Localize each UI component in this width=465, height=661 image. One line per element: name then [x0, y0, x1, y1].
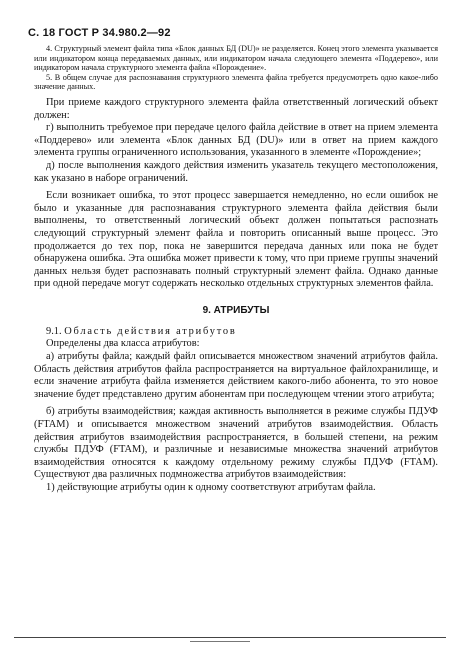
paragraph: д) после выполнения каждого действия изменить указатель текущего местоположения, как указано в наборе ограничений.: [34, 159, 438, 184]
footer-rule: [14, 637, 446, 638]
numbered-item-number: 1): [46, 482, 55, 493]
numbered-item-text: действующие атрибуты один к одному соответствуют атрибутам файла.: [57, 482, 376, 493]
section-heading: 9. АТРИБУТЫ: [202, 304, 270, 316]
section-body: [34, 326, 438, 482]
subsection-number: 9.1.: [46, 325, 62, 337]
paragraph: Если возникает ошибка, то этот процесс завершается немедленно, но если ошибок не было и указанные для распознавания структурного элемента файла действия были выполнены, то ответственный логический объект должен попытаться распознать следующий структурный элемент файла и повторить описанный выше процесс. Это продолжается до тех пор, пока не завершится передача данных или пока не будет обнаружена ошибка. Эта ошибка может привести к тому, что при приеме группы значений данных нельзя будет распознавать полный структурный элемент файла. Однако данные при одной передаче могут содержать несколько отдельных структурных элементов файла.: [34, 190, 438, 290]
note-4: 4. Структурный элемент файла типа «Блок данных БД (DU)» не разделяется. Конец этого элемента указывается или индикатором конца передаваемых данных, или индикатором начала следующего элемента «Поддерево», или индикатором начала структурного элемента файла «Порождение».: [34, 44, 438, 73]
paragraph: г) выполнить требуемое при передаче целого файла действие в ответ на прием элемента «Поддерево» или элемента «Блок данных БД (DU)» или в ответ на прием каждого элемента группы ограниченного использования, указанного в элементе «Порождение»;: [34, 122, 438, 159]
page-content: [34, 44, 438, 495]
page-header: С. 18 ГОСТ Р 34.980.2—92: [28, 27, 171, 39]
list-item-b: б) атрибуты взаимодействия; каждая активность выполняется в режиме службы ПДУФ (FTAM) и описывается множеством значений атрибутов взаимодействия. Область действия атрибутов взаимодействия распространяется, в большей степени, на режим службы ПДУФ (FTAM), и различные и независимые множества значений атрибутов взаимодействия относятся к каждому отдельному режиму службы ПДУФ (FTAM). Существуют два различных подмножества атрибутов взаимодействия:: [34, 406, 438, 481]
notes-block: [34, 44, 438, 92]
list-item-a: а) атрибуты файла; каждый файл описывается множеством значений атрибутов файла. Область действия атрибутов файла распространяется на виртуальное файлохранилище, и если значение атрибута файла изменяется действием какого-либо абонента, то это новое значение будет представлено другим абонентам при последующем чтении этого атрибута;: [34, 351, 438, 400]
numbered-item: [34, 482, 438, 495]
subsection-heading: [34, 326, 438, 339]
note-5: 5. В общем случае для распознавания структурного элемента файла требуется предусмотреть одно какое-либо значение данных.: [34, 72, 438, 92]
subsection-title: Область действия атрибутов: [64, 325, 237, 337]
footer-rule-short: [190, 641, 250, 642]
section-intro: Определены два класса атрибутов:: [46, 338, 200, 350]
body-text: [34, 97, 438, 291]
paragraph: При приеме каждого структурного элемента файла ответственный логический объект должен:: [34, 96, 438, 121]
